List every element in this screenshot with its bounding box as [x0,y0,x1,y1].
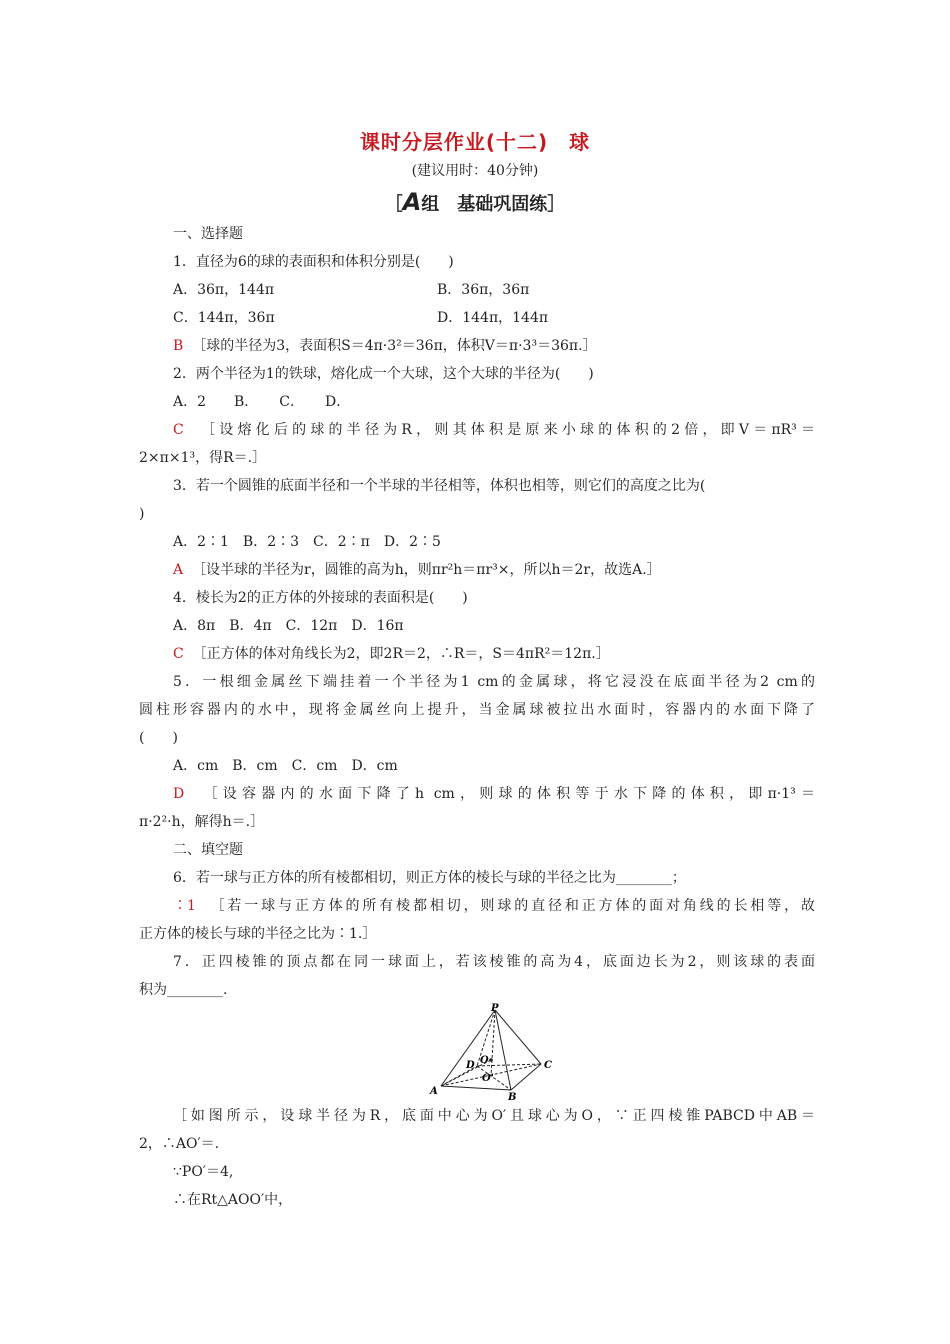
q1-answer: B [173,338,184,354]
label-b: B [508,1092,517,1103]
q1-option-d: D．144π，144π [437,310,549,326]
q3-solution: A ［设半球的半径为r，圆锥的高为h，则πr²h＝πr³×，所以h＝2r，故选A.］ [173,562,661,578]
edge-bc [511,1064,541,1090]
q5-solution-line2: π·2²·h，解得h＝.］ [139,814,265,830]
q4-solution: C ［正方体的体对角线长为2，即2R＝2，∴R＝，S＝4πR²＝12π.］ [173,646,610,662]
q4-stem: 4．棱长为2的正方体的外接球的表面积是( ) [173,590,468,606]
edge-pb [495,1010,511,1090]
section-choice-heading: 一、选择题 [173,226,243,242]
q2-options: A．2 B． C． D． [173,394,351,410]
edge-ab [441,1086,511,1090]
group-bracket-open: ［ [384,194,403,215]
label-a: A [430,1086,438,1097]
q7-solution-line1: ［如图所示，设球半径为R，底面中心为O′且球心为O，∵正四棱锥PABCD中AB＝ [173,1108,815,1124]
q6-stem: 6．若一球与正方体的所有棱都相切，则正方体的棱长与球的半径之比为________； [173,870,686,886]
q3-answer: A [173,562,184,578]
q5-solution-line1: D ［设容器内的水面下降了h cm，则球的体积等于水下降的体积，即π·1³＝ [173,786,815,802]
q4-answer: C [173,646,184,662]
label-c: C [544,1060,552,1071]
q7-solution-line2: 2，∴AO′＝. [139,1136,220,1152]
q4-options: A．8π B．4π C．12π D．16π [173,618,404,634]
q7-solution-line4: ∴在Rt△AOO′中， [173,1192,293,1208]
q2-solution-line1: C ［设熔化后的球的半径为R，则其体积是原来小球的体积的2倍，即V＝πR³＝ [173,422,815,438]
group-name: 组 基础巩固练 [421,194,548,215]
q1-option-c: C．144π，36π [173,310,275,326]
label-o: O [480,1055,489,1066]
q6-solution-line2: 正方体的棱长与球的半径之比为∶1.］ [139,926,377,942]
label-d: D [466,1060,475,1071]
q7-stem-line2: 积为________. [139,982,228,998]
pyramid-diagram [429,1003,559,1103]
q3-stem-line2: ) [139,506,145,522]
q2-solution-line2: 2×π×1³，得R＝.］ [139,450,267,466]
group-heading [0,188,950,216]
q6-solution-line1: ∶1 ［若一球与正方体的所有棱都相切，则球的直径和正方体的面对角线的长相等，故 [173,898,815,914]
q7-solution-line3: ∵PO′＝4, [173,1164,234,1180]
q3-options: A．2∶1 B．2∶3 C．2∶π D．2∶5 [173,534,441,550]
q1-solution: B ［球的半径为3，表面积S＝4π·3²＝36π，体积V＝π·3³＝36π.］ [173,338,597,354]
q1-options-row1 [139,276,815,304]
label-o-prime: O' [482,1073,494,1084]
center-o-dot [489,1058,493,1062]
q1-option-b: B．36π，36π [437,282,530,298]
q7-stem-line1: 7．正四棱锥的顶点都在同一球面上，若该棱锥的高为4，底面边长为2，则该球的表面 [173,954,815,970]
q5-stem-line1: 5．一根细金属丝下端挂着一个半径为1 cm的金属球，将它浸没在底面半径为2 cm的 [173,674,815,690]
q1-option-a: A．36π，144π [173,282,275,298]
label-p: P [491,1003,499,1014]
q1-options-row2 [139,304,815,332]
q5-stem-line2: 圆柱形容器内的水中，现将金属丝向上提升，当金属球被拉出水面时，容器内的水面下降了 [139,702,815,718]
q5-options: A．cm B．cm C．cm D．cm [173,758,398,774]
q2-stem: 2．两个半径为1的铁球，熔化成一个大球，这个大球的半径为( ) [173,366,594,382]
q5-answer: D [173,786,185,802]
q1-stem: 1．直径为6的球的表面积和体积分别是( ) [173,254,454,270]
section-fill-heading: 二、填空题 [173,842,243,858]
exercise-content [139,220,815,1214]
pyramid-figure [139,1003,815,1103]
edge-pc [495,1010,541,1064]
q6-answer: ∶1 [173,898,196,914]
suggested-time: (建议用时：40分钟) [411,163,539,179]
q2-answer: C [173,422,184,438]
group-bracket-close: ］ [547,194,566,215]
q5-stem-line3: ( ) [139,730,178,746]
page-title: 课时分层作业(十二) 球 [359,130,591,154]
q3-stem-line1: 3．若一个圆锥的底面半径和一个半球的半径相等，体积也相等，则它们的高度之比为( [173,478,706,494]
group-letter: A [402,188,422,216]
